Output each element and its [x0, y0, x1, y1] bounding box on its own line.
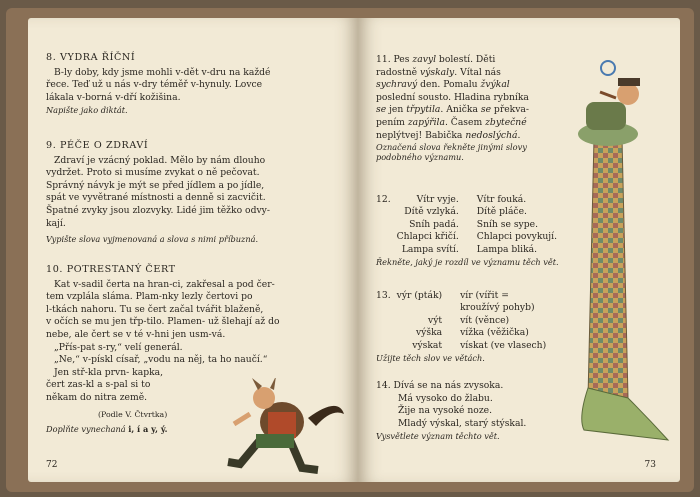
text-line: poslední sousto. Hladina rybníka — [376, 91, 529, 103]
text-line: lákala v-borná v-dří kožišina. — [46, 91, 181, 103]
text-line: někam do nitra země. — [46, 391, 148, 403]
text-line: „Ne,“ v-pískl císař, „vodu na něj, ta ho naučí.“ — [54, 354, 268, 366]
text-line: v očích se mu jen třp-tilo. Plamen- už šlehají až do — [46, 316, 280, 328]
ex-num: 12. — [376, 194, 391, 205]
task: Užijte těch slov ve větách. — [376, 353, 485, 364]
cell: Lampa svítí. — [401, 243, 459, 255]
citation: (Podle V. Čtvrtka) — [98, 409, 168, 419]
word-table — [376, 290, 552, 352]
cell: vížka (věžička) — [460, 327, 529, 339]
text: překva- — [491, 104, 529, 116]
cell: Chlapci křičí. — [396, 231, 459, 243]
text-line: čert zas-kl a s-pal si to — [46, 379, 151, 391]
cell: výr (pták) — [396, 290, 443, 301]
text-line — [376, 130, 576, 143]
text-line — [376, 104, 576, 117]
page-number: 73 — [644, 460, 656, 470]
cell: Lampa bliká. — [476, 243, 538, 255]
cell: Dítě pláče. — [476, 206, 527, 218]
text: . Časem — [444, 116, 486, 128]
cell: Sníh se sype. — [476, 218, 538, 230]
cell: Vítr fouká. — [476, 194, 527, 205]
exercise-8 — [46, 52, 346, 117]
task-text: Doplňte vynechaná — [46, 424, 129, 435]
text-line: tem vzplála sláma. Plam-nky lezly čertovi po — [46, 291, 253, 303]
exercise-9 — [46, 140, 346, 246]
text-line: Správný návyk je mýt se před jídlem a po jídle, — [46, 179, 265, 191]
marked-word: třpytila — [406, 104, 441, 116]
ex-num: 13. — [376, 290, 391, 301]
marked-word: nedoslýchá — [465, 129, 518, 141]
text-line — [376, 67, 576, 80]
exercise-12 — [376, 194, 576, 269]
cell: Dítě vzlyká. — [404, 206, 459, 218]
cell: Chlapci povykují. — [476, 231, 558, 243]
text-line: Špatné zvyky jsou zlozvyky. Lidé jim těžko odvy- — [46, 204, 270, 216]
text-line: nebe, ale čert se v té v-hni jen usm-vá. — [46, 328, 226, 340]
task: Označená slova řekněte jinými slovy podobného významu. — [376, 142, 527, 163]
cell: Sníh padá. — [409, 218, 459, 230]
text: neplýtvej! Babička — [376, 129, 466, 141]
tall-man-illustration — [548, 58, 672, 458]
right-page — [358, 18, 680, 482]
sentence-table — [376, 194, 563, 256]
exercise-title: 8. VYDRA ŘÍČNÍ — [46, 52, 136, 63]
text: . Anička — [440, 104, 481, 116]
text-line: Kat v-sadil čerta na hran-ci, zakřesal a pod čer- — [54, 278, 275, 290]
text-line: Žije na vysoké noze. — [398, 405, 493, 417]
marked-word: žvýkal — [480, 79, 510, 91]
text-line: „Přís-pat s-ry,“ velí generál. — [54, 341, 183, 353]
cell: výt — [428, 314, 443, 326]
open-book — [6, 8, 694, 492]
marked-word: zapýřila — [407, 116, 445, 128]
cell: výška — [415, 327, 443, 339]
text-line: řece. Teď už u nás v-dry téměř v-hynuly. Lovce — [46, 79, 263, 91]
marked-word: zbytečné — [485, 116, 527, 128]
text-line: B-ly doby, kdy jsme mohli v-dět v-dru na každé — [54, 66, 271, 78]
exercise-11 — [376, 54, 576, 162]
text-line — [376, 117, 576, 130]
marked-word: výskaly — [419, 66, 455, 78]
text: . — [517, 129, 521, 141]
cell — [397, 302, 460, 314]
cell: vít (věnce) — [460, 314, 510, 326]
task-letters: i, í a y, ý. — [128, 424, 168, 435]
page-number: 72 — [46, 460, 58, 470]
text-line: spát ve vyvětrané místnosti a denně si zacvičit. — [46, 192, 266, 204]
marked-word: sychravý — [376, 79, 418, 91]
task: Napište jako diktát. — [46, 105, 128, 116]
cell: Vítr vyje. — [416, 194, 459, 205]
text: . Vítal nás — [454, 66, 501, 78]
text: radostně — [376, 66, 420, 78]
text-line: kají. — [46, 217, 66, 229]
cell: výskat — [412, 339, 443, 351]
task: Vysvětlete význam těchto vět. — [376, 431, 500, 442]
devil-illustration — [220, 378, 350, 478]
text: den. Pomalu — [417, 79, 481, 91]
task: Vypište slova vyjmenovaná a slova s nimi příbuzná. — [46, 234, 259, 245]
exercise-title: 10. POTRESTANÝ ČERT — [46, 264, 176, 275]
left-page — [28, 18, 358, 482]
cell: kroužívý pohyb) — [460, 302, 535, 314]
text: jen — [386, 104, 407, 116]
text-line: Jen stř-kla prvn- kapka, — [54, 366, 164, 378]
text-line: Mladý výskal, starý stýskal. — [398, 417, 527, 429]
text-line: l-tkách nahoru. Tu se čert začal tvářit blaženě, — [46, 303, 264, 315]
marked-word: se — [376, 104, 387, 116]
task: Řekněte, jaký je rozdíl ve významu těch vět. — [376, 257, 559, 268]
text-line: vydržet. Proto si musíme zvykat o ně pečovat. — [46, 167, 260, 179]
text-line: 14. Dívá se na nás zvysoka. — [376, 380, 504, 391]
text-line: Má vysoko do žlabu. — [398, 392, 493, 404]
cell: vír (vířit = — [460, 290, 509, 301]
text-line — [376, 79, 576, 92]
text: 11. Pes — [376, 54, 413, 65]
cell: vískat (ve vlasech) — [460, 339, 547, 351]
text: pením — [376, 116, 408, 128]
marked-word: se — [480, 104, 492, 116]
marked-word: zavyl — [412, 54, 437, 65]
text-line — [376, 54, 576, 67]
text-line: Zdraví je vzácný poklad. Mělo by nám dlouho — [54, 154, 266, 166]
exercise-13 — [376, 290, 576, 365]
text: bolestí. Děti — [436, 54, 496, 65]
exercise-title: 9. PÉČE O ZDRAVÍ — [46, 140, 149, 151]
